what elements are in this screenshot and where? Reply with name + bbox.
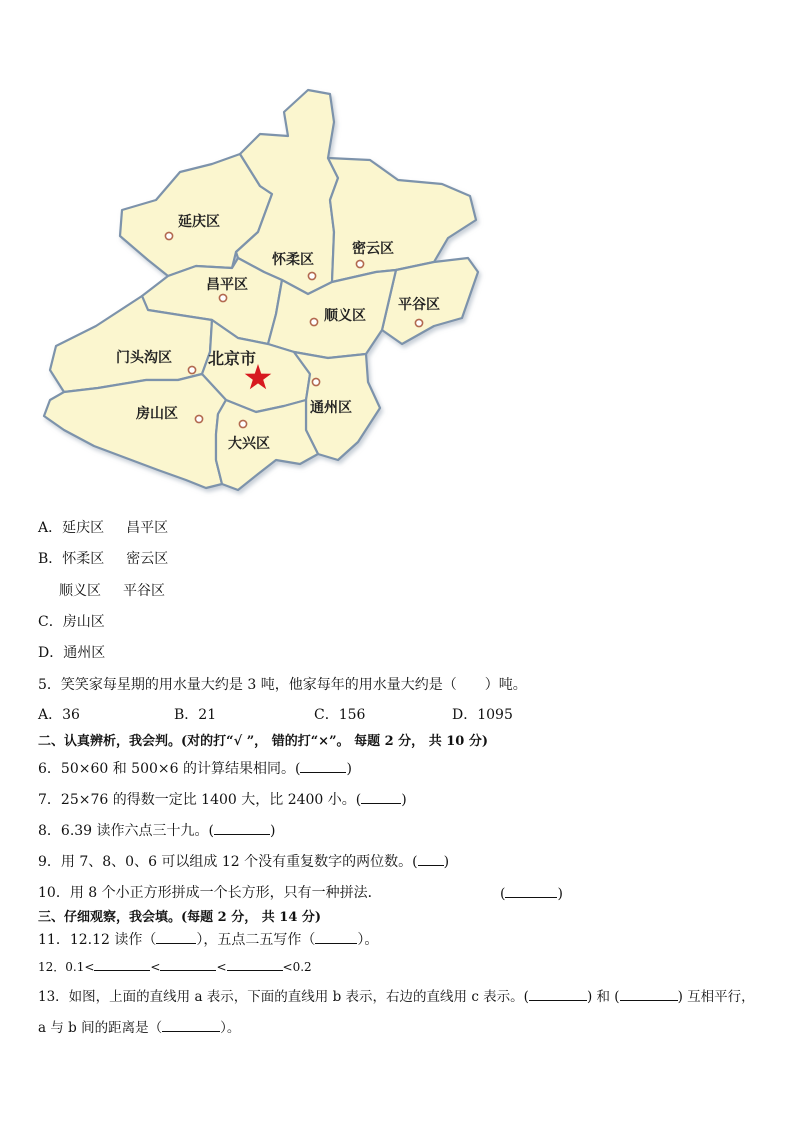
q13-line1-a: 13．如图，上面的直线用 a 表示，下面的直线用 b 表示，右边的直线用 c 表示。( bbox=[38, 989, 529, 1005]
daxing-marker bbox=[239, 420, 246, 427]
changping-marker bbox=[219, 294, 226, 301]
q13-line1-b: ) 和 ( bbox=[586, 989, 620, 1005]
shunyi-marker bbox=[310, 318, 317, 325]
label-changping: 昌平区 bbox=[206, 277, 248, 293]
miyun-marker bbox=[356, 260, 363, 267]
q12-lt: < bbox=[216, 960, 227, 974]
q7-text: 7．25×76 的得数一定比 1400 大，比 2400 小。( bbox=[38, 792, 362, 808]
pinggu-marker bbox=[415, 319, 422, 326]
option-letter: A． bbox=[38, 520, 63, 536]
question-10 bbox=[38, 884, 578, 902]
q12-blank-1[interactable] bbox=[94, 957, 150, 971]
label-daxing: 大兴区 bbox=[228, 436, 270, 452]
q12-blank-3[interactable] bbox=[227, 957, 283, 971]
option-letter: C． bbox=[38, 614, 63, 630]
option-a[interactable] bbox=[38, 519, 168, 537]
question-9 bbox=[38, 852, 449, 871]
q10-open: ( bbox=[500, 886, 506, 902]
q6-end: ) bbox=[346, 761, 352, 777]
q11-part1: 11．12.12 读作（ bbox=[38, 932, 157, 948]
q12-start: 12．0.1< bbox=[38, 960, 95, 974]
q9-answer-blank[interactable] bbox=[418, 852, 444, 866]
q9-end: ) bbox=[443, 854, 450, 870]
huairou-marker bbox=[308, 272, 315, 279]
q13-blank-1[interactable] bbox=[529, 987, 587, 1001]
q12-blank-2[interactable] bbox=[160, 957, 216, 971]
option-c[interactable] bbox=[38, 613, 105, 631]
option-d[interactable] bbox=[38, 644, 105, 662]
q5-option-c[interactable]: C．156 bbox=[314, 707, 366, 723]
q6-answer-blank[interactable] bbox=[300, 759, 346, 773]
option-item: 密云区 bbox=[126, 551, 169, 567]
q8-answer-blank[interactable] bbox=[214, 821, 270, 835]
question-7 bbox=[38, 790, 407, 809]
section-2-heading: 二、认真辨析，我会判。(对的打“√ ”， 错的打“×”。 每题 2 分， 共 10 分) bbox=[38, 734, 488, 749]
q11-part3: ）。 bbox=[357, 932, 379, 948]
label-shunyi: 顺义区 bbox=[324, 308, 366, 324]
option-letter: B． bbox=[38, 551, 63, 567]
option-letter: D． bbox=[38, 645, 64, 661]
label-yanqing: 延庆区 bbox=[178, 214, 220, 230]
option-item: 房山区 bbox=[62, 614, 105, 630]
q9-text: 9．用 7、8、0、6 可以组成 12 个没有重复数字的两位数。( bbox=[38, 854, 418, 870]
section-3-heading: 三、仔细观察，我会填。(每题 2 分， 共 14 分) bbox=[38, 910, 322, 925]
label-miyun: 密云区 bbox=[352, 241, 394, 257]
q10-end: ) bbox=[557, 886, 563, 902]
option-item: 延庆区 bbox=[62, 520, 105, 536]
q13-line2-a: a 与 b 间的距离是（ bbox=[38, 1020, 163, 1036]
q13-blank-2[interactable] bbox=[620, 987, 678, 1001]
question-13 bbox=[38, 987, 755, 1006]
q13-blank-3[interactable] bbox=[162, 1018, 220, 1032]
label-tongzhou: 通州区 bbox=[310, 400, 352, 416]
label-mentougou: 门头沟区 bbox=[116, 350, 172, 366]
option-b-continued bbox=[38, 582, 165, 600]
q6-text: 6．50×60 和 500×6 的计算结果相同。( bbox=[38, 761, 301, 777]
q8-text: 8．6.39 读作六点三十九。( bbox=[38, 823, 214, 839]
q10-answer-blank[interactable] bbox=[505, 884, 557, 898]
q11-part2: ），五点二五写作（ bbox=[196, 932, 316, 948]
question-8 bbox=[38, 821, 275, 840]
q7-end: ) bbox=[401, 792, 407, 808]
label-pinggu: 平谷区 bbox=[398, 297, 440, 313]
q10-text: 10．用 8 个小正方形拼成一个长方形，只有一种拼法． bbox=[38, 885, 382, 901]
question-13-continued bbox=[38, 1018, 240, 1037]
question-6 bbox=[38, 759, 352, 778]
q13-line1-c: ) 互相平行， bbox=[677, 989, 755, 1005]
q11-blank-2[interactable] bbox=[315, 930, 357, 944]
q12-end: <0.2 bbox=[282, 960, 312, 974]
option-item: 怀柔区 bbox=[62, 551, 105, 567]
yanqing-marker bbox=[165, 232, 172, 239]
q13-line2-b: ）。 bbox=[220, 1020, 241, 1036]
option-item: 顺义区 bbox=[59, 583, 101, 599]
q5-option-a[interactable]: A．36 bbox=[38, 707, 80, 723]
q5-option-b[interactable]: B．21 bbox=[174, 707, 217, 723]
question-11 bbox=[38, 930, 378, 949]
q8-end: ) bbox=[270, 823, 276, 839]
question-12 bbox=[38, 957, 312, 976]
label-fangshan: 房山区 bbox=[136, 406, 178, 422]
option-item: 通州区 bbox=[63, 645, 106, 661]
option-item: 昌平区 bbox=[126, 520, 169, 536]
option-b[interactable] bbox=[38, 550, 168, 568]
beijing-district-map bbox=[38, 82, 510, 504]
option-item: 平谷区 bbox=[123, 583, 165, 599]
district-fangshan bbox=[44, 374, 226, 488]
question-5: 5．笑笑家每星期的用水量大约是 3 吨，他家每年的用水量大约是（ ）吨。 bbox=[38, 677, 527, 693]
label-huairou: 怀柔区 bbox=[272, 252, 314, 268]
tongzhou-marker bbox=[312, 378, 319, 385]
q5-option-d[interactable]: D．1095 bbox=[452, 707, 513, 723]
q7-answer-blank[interactable] bbox=[361, 790, 401, 804]
q12-lt: < bbox=[150, 960, 161, 974]
label-beijing-city: 北京市 bbox=[208, 349, 257, 368]
mentougou-marker bbox=[188, 366, 195, 373]
fangshan-marker bbox=[195, 415, 202, 422]
q11-blank-1[interactable] bbox=[156, 930, 196, 944]
